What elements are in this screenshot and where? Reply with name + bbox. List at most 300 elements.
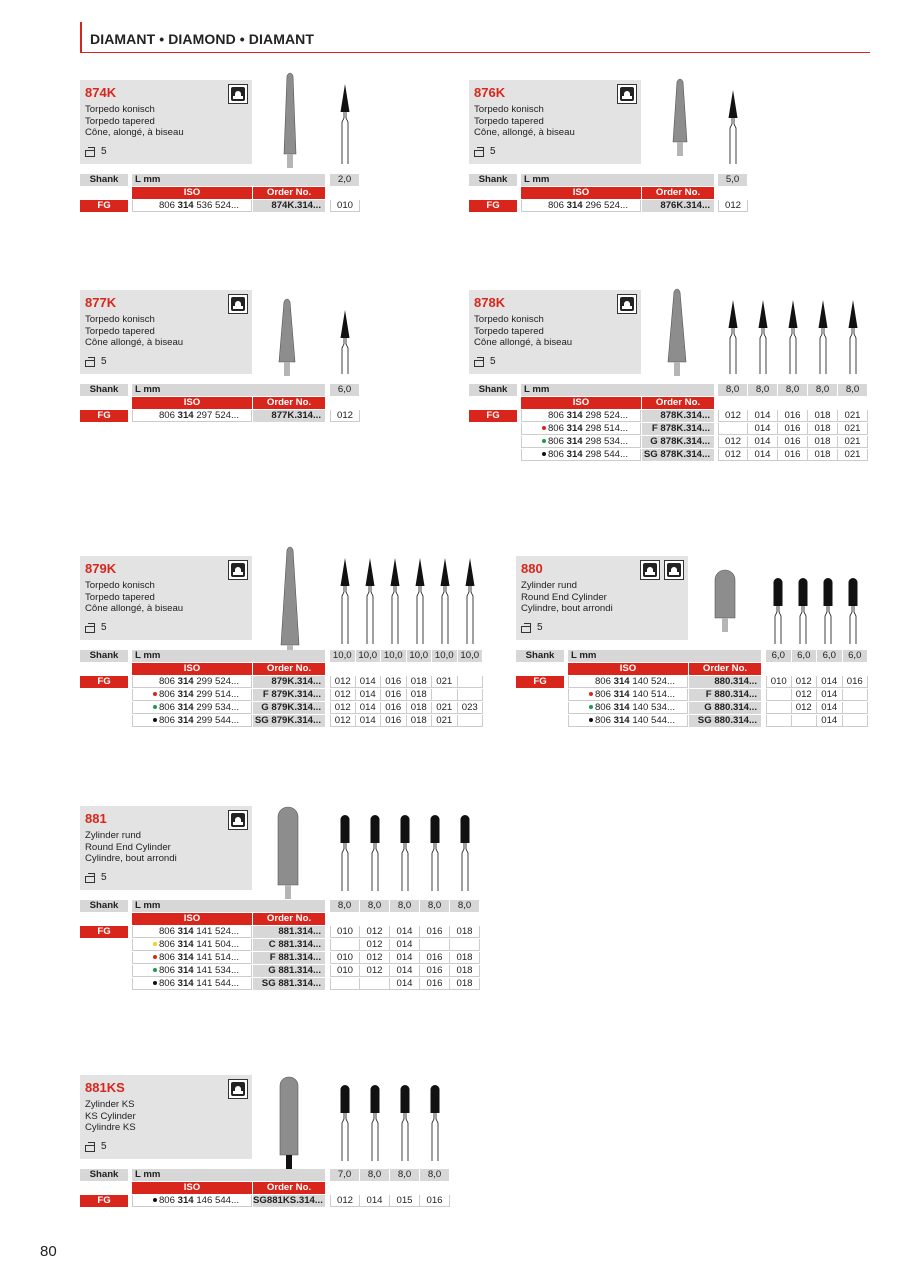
length-value: 8,0	[390, 900, 419, 912]
size-value: 018	[450, 926, 480, 938]
lmm-label: L mm	[132, 174, 325, 186]
bur-photo-neck	[677, 142, 683, 156]
iso-number	[521, 410, 641, 422]
shank-label: Shank	[80, 650, 128, 662]
size-value: 014	[748, 449, 778, 461]
order-header: Order No.	[642, 397, 714, 409]
iso-suffix: 146 544...	[193, 1195, 239, 1206]
order-header: Order No.	[689, 663, 761, 675]
iso-shank-code: 314	[177, 702, 194, 713]
bur-outline-shank	[342, 843, 348, 891]
iso-number	[132, 952, 252, 964]
bur-outline-head	[849, 578, 858, 606]
size-value: 014	[390, 952, 420, 964]
iso-number	[132, 939, 252, 951]
bur-outline-head	[341, 1085, 350, 1113]
bur-outline-shank	[402, 1113, 408, 1161]
order-header: Order No.	[253, 187, 325, 199]
iso-prefix: 806	[158, 939, 178, 950]
bur-outline-shank	[790, 328, 796, 374]
order-number: G 880.314...	[689, 702, 761, 714]
shank-label: Shank	[80, 174, 128, 186]
size-value: 014	[817, 689, 843, 701]
size-value	[718, 423, 748, 435]
size-value: 010	[766, 676, 792, 688]
size-value: 021	[432, 676, 458, 688]
size-value: 014	[817, 702, 843, 714]
size-value: 014	[356, 689, 382, 701]
description-line: KS Cylinder	[85, 1110, 136, 1122]
size-value	[458, 689, 484, 701]
size-value	[766, 702, 792, 714]
size-value: 016	[381, 715, 407, 727]
description-line: Torpedo konisch	[474, 314, 544, 325]
size-value	[420, 939, 450, 951]
size-value: 016	[778, 449, 808, 461]
product-code: 881KS	[85, 1080, 125, 1095]
product-code: 879K	[85, 561, 117, 576]
size-value: 010	[330, 952, 360, 964]
size-value: 010	[330, 200, 360, 212]
description-line: Torpedo tapered	[85, 591, 155, 603]
fg-label: FG	[516, 676, 564, 688]
order-number: 879K.314...	[253, 676, 325, 688]
size-value: 018	[450, 952, 480, 964]
size-value: 016	[420, 926, 450, 938]
grit-dot-black	[589, 718, 593, 722]
iso-suffix: 140 544...	[629, 715, 675, 726]
iso-number	[568, 702, 688, 714]
grit-dot-black	[153, 718, 157, 722]
length-value: 8,0	[748, 384, 777, 396]
length-value: 10,0	[356, 650, 381, 662]
iso-number	[521, 436, 641, 448]
size-value: 018	[407, 689, 433, 701]
fg-label: FG	[80, 200, 128, 212]
size-value: 010	[330, 965, 360, 977]
shank-label: Shank	[80, 1169, 128, 1181]
iso-suffix: 298 544...	[582, 449, 628, 460]
bur-photo-neck	[286, 1155, 292, 1169]
size-value	[766, 689, 792, 701]
bur-outline	[819, 300, 828, 374]
length-value: 7,0	[330, 1169, 359, 1181]
grit-dot-red	[153, 955, 157, 959]
iso-header: ISO	[132, 397, 252, 409]
bur-photo-head	[668, 289, 686, 362]
size-value: 018	[407, 715, 433, 727]
iso-suffix: 141 534...	[193, 965, 239, 976]
length-value: 6,0	[843, 650, 868, 662]
description-line: Torpedo tapered	[474, 115, 544, 127]
iso-number	[521, 423, 641, 435]
length-value: 8,0	[838, 384, 867, 396]
size-value: 012	[360, 965, 390, 977]
shank-label: Shank	[469, 384, 517, 396]
order-header: Order No.	[253, 663, 325, 675]
size-value: 018	[808, 410, 838, 422]
iso-prefix: 806	[158, 715, 178, 726]
bur-outline-shank	[820, 328, 826, 374]
iso-number	[132, 676, 252, 688]
size-value: 014	[356, 715, 382, 727]
order-header: Order No.	[253, 397, 325, 409]
length-value: 5,0	[718, 174, 747, 186]
iso-suffix: 297 524...	[193, 410, 239, 421]
product-code: 876K	[474, 85, 506, 100]
bur-outline-shank	[730, 118, 736, 164]
size-value: 012	[792, 702, 818, 714]
shank-label: Shank	[80, 900, 128, 912]
size-value: 021	[838, 410, 868, 422]
fg-label: FG	[469, 410, 517, 422]
iso-shank-code: 314	[177, 676, 194, 687]
order-number: F 879K.314...	[253, 689, 325, 701]
size-value	[330, 978, 360, 990]
iso-shank-code: 314	[177, 978, 194, 989]
order-number: 874K.314...	[253, 200, 325, 212]
bur-outline-head	[849, 300, 858, 328]
iso-suffix: 299 534...	[193, 702, 239, 713]
iso-header: ISO	[132, 187, 252, 199]
iso-number	[132, 1195, 252, 1207]
size-value	[330, 939, 360, 951]
iso-header: ISO	[132, 663, 252, 675]
iso-suffix: 140 514...	[629, 689, 675, 700]
bur-outline	[371, 1085, 380, 1161]
iso-prefix: 806	[547, 436, 567, 447]
size-value	[843, 715, 869, 727]
pack-quantity-value: 5	[101, 872, 107, 883]
iso-prefix: 806	[158, 1195, 178, 1206]
pack-quantity-value: 5	[101, 1141, 107, 1152]
size-value: 016	[778, 423, 808, 435]
lmm-label: L mm	[132, 384, 325, 396]
iso-shank-code: 314	[177, 715, 194, 726]
iso-number	[132, 926, 252, 938]
bur-outline	[759, 300, 768, 374]
bur-outline	[401, 1085, 410, 1161]
length-value: 6,0	[792, 650, 817, 662]
bur-outline-shank	[432, 1113, 438, 1161]
page-number: 80	[40, 1243, 57, 1260]
order-number: G 881.314...	[253, 965, 325, 977]
length-value: 6,0	[330, 384, 359, 396]
size-value: 012	[718, 410, 748, 422]
product-code: 878K	[474, 295, 506, 310]
iso-number	[521, 449, 641, 461]
size-value: 016	[420, 978, 450, 990]
bur-outline	[341, 1085, 350, 1161]
order-number: 881.314...	[253, 926, 325, 938]
iso-number	[132, 410, 252, 422]
iso-suffix: 141 544...	[193, 978, 239, 989]
product-code: 874K	[85, 85, 117, 100]
size-value: 014	[360, 1195, 390, 1207]
iso-suffix: 140 534...	[629, 702, 675, 713]
iso-shank-code: 314	[613, 689, 630, 700]
bur-outline-head	[729, 300, 738, 328]
size-value: 012	[330, 715, 356, 727]
size-value: 018	[808, 449, 838, 461]
order-number: F 880.314...	[689, 689, 761, 701]
grit-dot-red	[589, 692, 593, 696]
iso-prefix: 806	[547, 449, 567, 460]
iso-suffix: 536 524...	[193, 200, 239, 211]
bur-photo-head	[280, 1077, 298, 1155]
grit-dot-black	[542, 452, 546, 456]
size-value: 012	[718, 436, 748, 448]
iso-suffix: 141 504...	[193, 939, 239, 950]
length-value: 6,0	[766, 650, 791, 662]
bur-photo-neck	[285, 885, 291, 899]
length-value: 8,0	[360, 1169, 389, 1181]
length-value: 8,0	[330, 900, 359, 912]
order-header: Order No.	[642, 187, 714, 199]
size-value: 016	[420, 965, 450, 977]
iso-suffix: 299 524...	[193, 676, 239, 687]
product-code: 881	[85, 811, 107, 826]
bur-outline-shank	[730, 328, 736, 374]
iso-number	[132, 200, 252, 212]
iso-prefix: 806	[158, 702, 178, 713]
iso-suffix: 298 514...	[582, 423, 628, 434]
iso-suffix: 140 524...	[629, 676, 675, 687]
bur-outline-shank	[402, 843, 408, 891]
pack-quantity-value: 5	[490, 356, 496, 367]
iso-prefix: 806	[158, 676, 178, 687]
pack-quantity-value: 5	[101, 146, 107, 157]
iso-prefix: 806	[158, 689, 178, 700]
description-line: Cône, allongé, à biseau	[474, 127, 575, 138]
description-line: Torpedo konisch	[474, 104, 544, 115]
bur-photo-neck	[674, 362, 680, 376]
description-line: Torpedo konisch	[85, 104, 155, 115]
lmm-label: L mm	[521, 384, 714, 396]
iso-number	[521, 200, 641, 212]
bur-outline-shank	[825, 606, 831, 644]
size-value: 016	[381, 689, 407, 701]
order-number: G 878K.314...	[642, 436, 714, 448]
size-value: 012	[330, 676, 356, 688]
bur-outline-shank	[432, 843, 438, 891]
iso-suffix: 299 514...	[193, 689, 239, 700]
shank-label: Shank	[469, 174, 517, 186]
length-value: 10,0	[381, 650, 406, 662]
description-line: Cylindre KS	[85, 1122, 136, 1133]
iso-prefix: 806	[594, 676, 614, 687]
length-value: 10,0	[330, 650, 355, 662]
bur-outline-head	[371, 1085, 380, 1113]
size-value: 012	[330, 410, 360, 422]
length-value: 8,0	[360, 900, 389, 912]
pack-quantity-value: 5	[101, 356, 107, 367]
size-value: 012	[792, 689, 818, 701]
description-line: Round End Cylinder	[85, 841, 171, 853]
bur-outline	[849, 578, 858, 644]
grit-dot-yellow	[153, 942, 157, 946]
grit-dot-green	[153, 705, 157, 709]
size-value: 018	[450, 965, 480, 977]
description-line: Cône allongé, à biseau	[85, 603, 184, 614]
iso-shank-code: 314	[177, 200, 194, 211]
size-value	[766, 715, 792, 727]
bur-photo-head	[673, 79, 687, 142]
iso-prefix: 806	[158, 410, 178, 421]
size-value: 014	[817, 676, 843, 688]
order-header: Order No.	[253, 1182, 325, 1194]
bur-outline-shank	[372, 843, 378, 891]
order-number: F 881.314...	[253, 952, 325, 964]
size-value: 014	[817, 715, 843, 727]
length-value: 8,0	[390, 1169, 419, 1181]
iso-suffix: 141 514...	[193, 952, 239, 963]
length-value: 2,0	[330, 174, 359, 186]
bur-outline	[401, 815, 410, 891]
iso-header: ISO	[521, 397, 641, 409]
iso-number	[132, 715, 252, 727]
length-value: 8,0	[808, 384, 837, 396]
description-line: Torpedo tapered	[474, 325, 544, 337]
bur-outline	[774, 578, 783, 644]
description-line: Zylinder KS	[85, 1099, 135, 1110]
iso-suffix: 141 524...	[193, 926, 239, 937]
size-value: 018	[407, 702, 433, 714]
iso-prefix: 806	[158, 200, 178, 211]
iso-shank-code: 314	[177, 1195, 194, 1206]
bur-outline	[729, 90, 738, 164]
page-title: DIAMANT • DIAMOND • DIAMANT	[90, 31, 315, 47]
shank-label: Shank	[516, 650, 564, 662]
order-number: SG 881.314...	[253, 978, 325, 990]
size-value	[450, 939, 480, 951]
bur-outline-head	[371, 815, 380, 843]
description-line: Torpedo tapered	[85, 115, 155, 127]
size-value	[458, 715, 484, 727]
description-line: Cylindre, bout arrondi	[85, 853, 177, 864]
iso-shank-code: 314	[566, 449, 583, 460]
size-value: 014	[390, 926, 420, 938]
iso-number	[132, 965, 252, 977]
bur-outline-head	[431, 1085, 440, 1113]
lmm-label: L mm	[568, 650, 761, 662]
order-number: SG 878K.314...	[642, 449, 714, 461]
iso-shank-code: 314	[177, 689, 194, 700]
bur-outline	[849, 300, 858, 374]
size-value: 012	[718, 449, 748, 461]
fg-label: FG	[80, 676, 128, 688]
pack-quantity-value: 5	[537, 622, 543, 633]
bur-outline-head	[401, 1085, 410, 1113]
grit-dot-green	[542, 439, 546, 443]
size-value	[432, 689, 458, 701]
iso-prefix: 806	[158, 952, 178, 963]
bur-outline-head	[799, 578, 808, 606]
order-number: SG 879K.314...	[253, 715, 325, 727]
iso-number	[132, 702, 252, 714]
size-value: 016	[778, 410, 808, 422]
lmm-label: L mm	[132, 900, 325, 912]
length-value: 8,0	[718, 384, 747, 396]
iso-prefix: 806	[594, 702, 614, 713]
size-value: 015	[390, 1195, 420, 1207]
iso-shank-code: 314	[177, 952, 194, 963]
iso-prefix: 806	[158, 926, 178, 937]
bur-outline	[431, 1085, 440, 1161]
bur-drawings	[0, 544, 900, 674]
bur-photo-neck	[722, 618, 728, 632]
shank-label: Shank	[80, 384, 128, 396]
size-value: 014	[390, 965, 420, 977]
order-number: 876K.314...	[642, 200, 714, 212]
product-code: 877K	[85, 295, 117, 310]
size-value: 021	[432, 702, 458, 714]
bur-outline-head	[819, 300, 828, 328]
size-value: 016	[420, 952, 450, 964]
bur-outline	[371, 815, 380, 891]
bur-outline-head	[431, 815, 440, 843]
length-value: 10,0	[458, 650, 483, 662]
length-value: 8,0	[420, 900, 449, 912]
bur-outline-head	[789, 300, 798, 328]
bur-outline-shank	[760, 328, 766, 374]
iso-number	[132, 689, 252, 701]
iso-prefix: 806	[547, 423, 567, 434]
length-value: 8,0	[420, 1169, 449, 1181]
size-value: 018	[450, 978, 480, 990]
description-line: Round End Cylinder	[521, 591, 607, 603]
bur-drawings	[0, 68, 900, 198]
iso-number	[568, 715, 688, 727]
bur-photo-head	[715, 570, 735, 618]
iso-header: ISO	[568, 663, 688, 675]
size-value: 021	[838, 436, 868, 448]
bur-outline-shank	[850, 606, 856, 644]
grit-dot-red	[153, 692, 157, 696]
size-value: 010	[330, 926, 360, 938]
size-value: 012	[792, 676, 818, 688]
bur-outline	[431, 815, 440, 891]
fg-label: FG	[80, 410, 128, 422]
bur-outline-shank	[800, 606, 806, 644]
bur-outline-head	[341, 815, 350, 843]
bur-photo-head	[278, 807, 298, 885]
size-value: 016	[778, 436, 808, 448]
size-value: 012	[360, 952, 390, 964]
iso-shank-code: 314	[177, 965, 194, 976]
iso-number	[132, 978, 252, 990]
iso-suffix: 296 524...	[582, 200, 628, 211]
size-value: 016	[381, 676, 407, 688]
bur-outline-shank	[342, 1113, 348, 1161]
iso-prefix: 806	[158, 965, 178, 976]
size-value: 021	[838, 423, 868, 435]
iso-shank-code: 314	[566, 410, 583, 421]
bur-outline-shank	[850, 328, 856, 374]
size-value	[843, 689, 869, 701]
description-line: Torpedo konisch	[85, 580, 155, 591]
bur-outline	[824, 578, 833, 644]
lmm-label: L mm	[132, 650, 325, 662]
iso-shank-code: 314	[177, 410, 194, 421]
iso-shank-code: 314	[613, 715, 630, 726]
bur-outline-head	[461, 815, 470, 843]
size-value: 012	[330, 1195, 360, 1207]
order-number: 878K.314...	[642, 410, 714, 422]
size-value: 018	[808, 423, 838, 435]
description-line: Cylindre, bout arrondi	[521, 603, 613, 614]
iso-prefix: 806	[594, 715, 614, 726]
